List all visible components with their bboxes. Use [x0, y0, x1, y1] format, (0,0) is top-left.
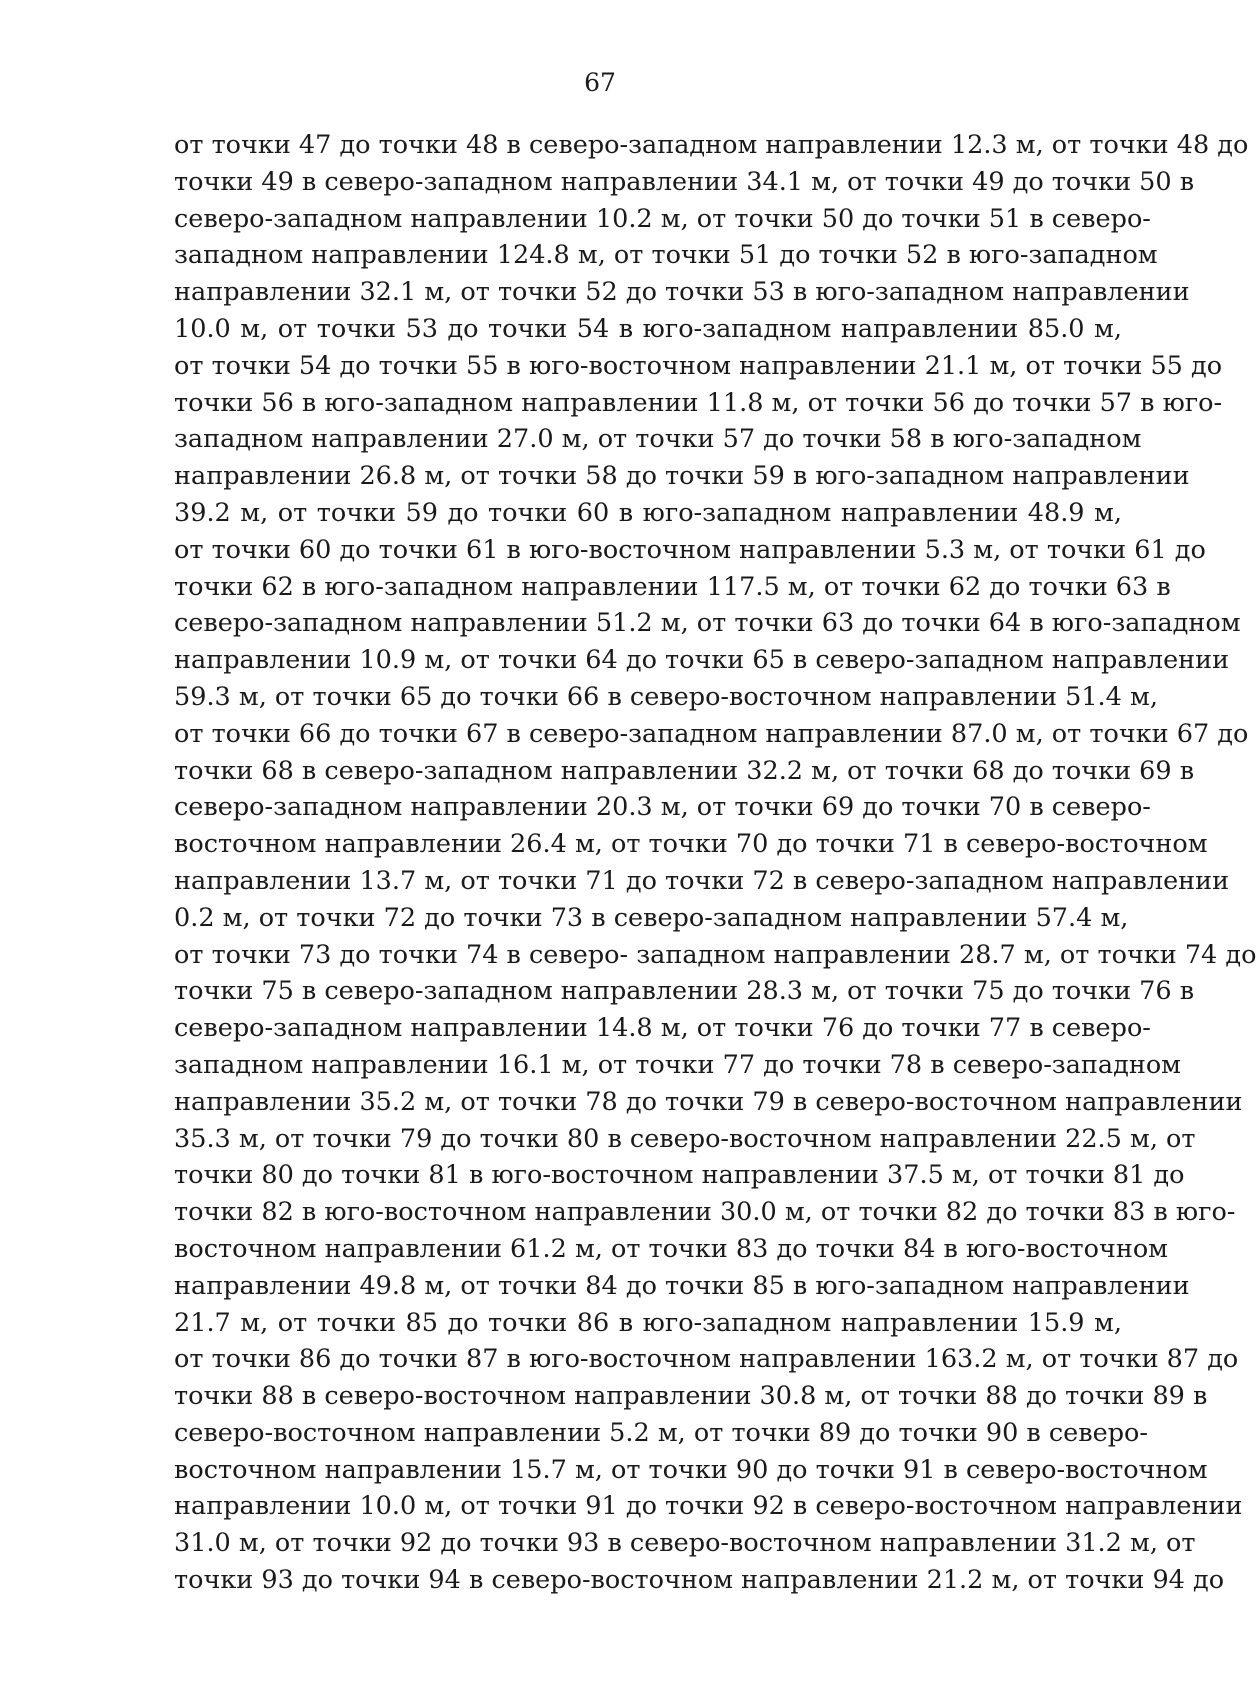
text-line: западном направлении 124.8 м, от точки 51 до точки 52 в юго-западном: [174, 240, 1158, 271]
text-line: направлении 13.7 м, от точки 71 до точки 72 в северо-западном направлении: [174, 865, 1230, 896]
text-line: западном направлении 16.1 м, от точки 77 до точки 78 в северо-западном: [174, 1049, 1182, 1080]
text-line: точки 82 в юго-восточном направлении 30.0 м, от точки 82 до точки 83 в юго-: [174, 1197, 1236, 1228]
text-line: точки 80 до точки 81 в юго-восточном направлении 37.5 м, от точки 81 до: [174, 1160, 1185, 1191]
text-line: северо-восточном направлении 5.2 м, от точки 89 до точки 90 в северо-: [174, 1417, 1148, 1448]
text-line: точки 93 до точки 94 в северо-восточном направлении 21.2 м, от точки 94 до: [174, 1565, 1225, 1596]
text-line: от точки 73 до точки 74 в северо- западном направлении 28.7 м, от точки 74 до: [174, 939, 1256, 970]
text-line: западном направлении 27.0 м, от точки 57 до точки 58 в юго-западном: [174, 424, 1142, 455]
text-line: направлении 10.0 м, от точки 91 до точки 92 в северо-восточном направлении: [174, 1491, 1243, 1522]
text-line: направлении 49.8 м, от точки 84 до точки 85 в юго-западном направлении: [174, 1270, 1190, 1301]
page-number: 67: [584, 68, 616, 97]
text-line: точки 49 в северо-западном направлении 34.1 м, от точки 49 до точки 50 в: [174, 166, 1195, 197]
text-line: точки 75 в северо-западном направлении 28.3 м, от точки 75 до точки 76 в: [174, 976, 1195, 1007]
text-line: от точки 60 до точки 61 в юго-восточном направлении 5.3 м, от точки 61 до: [174, 534, 1206, 565]
text-line: 10.0 м, от точки 53 до точки 54 в юго-западном направлении 85.0 м,: [174, 313, 1122, 344]
text-line: северо-западном направлении 14.8 м, от точки 76 до точки 77 в северо-: [174, 1013, 1151, 1044]
text-line: от точки 47 до точки 48 в северо-западном направлении 12.3 м, от точки 48 до: [174, 130, 1249, 160]
text-line: северо-западном направлении 10.2 м, от точки 50 до точки 51 в северо-: [174, 203, 1151, 234]
text-line: от точки 54 до точки 55 в юго-восточном направлении 21.1 м, от точки 55 до: [174, 350, 1223, 381]
text-line: направлении 32.1 м, от точки 52 до точки 53 в юго-западном направлении: [174, 277, 1190, 308]
text-line: 35.3 м, от точки 79 до точки 80 в северо-восточном направлении 22.5 м, от: [174, 1123, 1196, 1154]
text-line: северо-западном направлении 20.3 м, от точки 69 до точки 70 в северо-: [174, 792, 1151, 823]
text-line: восточном направлении 15.7 м, от точки 90 до точки 91 в северо-восточном: [174, 1454, 1208, 1485]
text-line: направлении 26.8 м, от точки 58 до точки 59 в юго-западном направлении: [174, 461, 1190, 492]
text-line: восточном направлении 26.4 м, от точки 70 до точки 71 в северо-восточном: [174, 829, 1208, 860]
text-line: 0.2 м, от точки 72 до точки 73 в северо-западном направлении 57.4 м,: [174, 902, 1129, 933]
text-line: 31.0 м, от точки 92 до точки 93 в северо-восточном направлении 31.2 м, от: [174, 1528, 1196, 1559]
text-line: точки 62 в юго-западном направлении 117.5 м, от точки 62 до точки 63 в: [174, 571, 1171, 602]
text-line: направлении 10.9 м, от точки 64 до точки 65 в северо-западном направлении: [174, 645, 1230, 676]
text-line: точки 56 в юго-западном направлении 11.8 м, от точки 56 до точки 57 в юго-: [174, 387, 1223, 418]
text-line: 59.3 м, от точки 65 до точки 66 в северо-восточном направлении 51.4 м,: [174, 681, 1158, 712]
text-line: от точки 86 до точки 87 в юго-восточном направлении 163.2 м, от точки 87 до: [174, 1344, 1239, 1375]
text-line: направлении 35.2 м, от точки 78 до точки 79 в северо-восточном направлении: [174, 1086, 1243, 1117]
text-line: 39.2 м, от точки 59 до точки 60 в юго-западном направлении 48.9 м,: [174, 497, 1122, 528]
text-line: восточном направлении 61.2 м, от точки 83 до точки 84 в юго-восточном: [174, 1233, 1169, 1264]
text-line: северо-западном направлении 51.2 м, от точки 63 до точки 64 в юго-западном: [174, 608, 1241, 639]
text-line: от точки 66 до точки 67 в северо-западном направлении 87.0 м, от точки 67 до: [174, 718, 1249, 749]
text-line: точки 68 в северо-западном направлении 32.2 м, от точки 68 до точки 69 в: [174, 755, 1195, 786]
body-paragraph: [174, 127, 1256, 1599]
text-line: точки 88 в северо-восточном направлении 30.8 м, от точки 88 до точки 89 в: [174, 1381, 1208, 1412]
text-line: 21.7 м, от точки 85 до точки 86 в юго-западном направлении 15.9 м,: [174, 1307, 1122, 1338]
